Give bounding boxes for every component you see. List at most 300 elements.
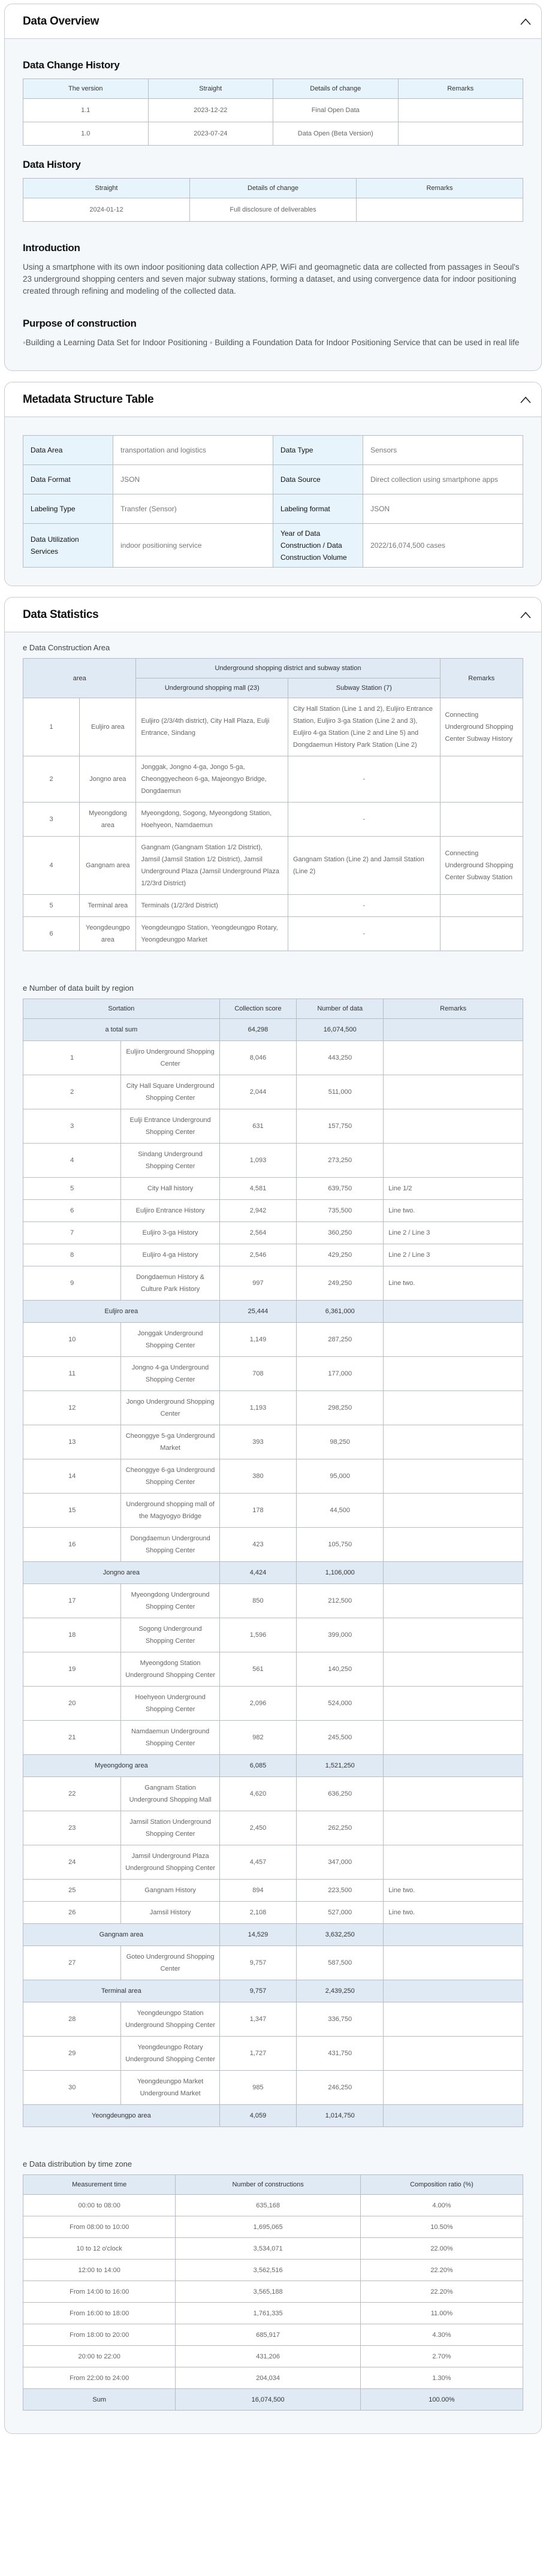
metadata-key: Year of Data Construction / Data Construction Volume	[273, 524, 363, 568]
column-header: Measurement time	[23, 2175, 176, 2195]
collection-score: 178	[219, 1494, 296, 1528]
row-remarks	[384, 1357, 523, 1391]
table-row	[23, 1777, 523, 1811]
table-row	[23, 1323, 523, 1357]
table-row	[23, 2346, 523, 2367]
table-cell: 2023-07-24	[148, 122, 273, 146]
row-number: 29	[23, 2037, 121, 2071]
location-name: Underground shopping mall of the Magyogyo Bridge	[121, 1494, 219, 1528]
row-number: 2	[23, 1075, 121, 1109]
construction-area-table	[23, 658, 523, 951]
table-row	[23, 837, 523, 895]
column-header: Remarks	[384, 999, 523, 1019]
collection-score: 6,085	[219, 1755, 296, 1777]
location-name: Jamsil Station Underground Shopping Center	[121, 1811, 219, 1845]
row-number: 15	[23, 1494, 121, 1528]
data-count: 177,000	[297, 1357, 384, 1391]
table-row	[23, 1425, 523, 1459]
area-stations: -	[288, 803, 441, 837]
table-row	[23, 1144, 523, 1178]
area-malls: Jonggak, Jongno 4-ga, Jongo 5-ga, Cheonggyecheon 6-ga, Majeongyo Bridge, Dongdaemun	[136, 756, 288, 803]
row-remarks	[384, 1924, 523, 1946]
table-cell: 12:00 to 14:00	[23, 2260, 176, 2281]
row-number: 10	[23, 1323, 121, 1357]
row-remarks	[384, 1301, 523, 1323]
data-count: 246,250	[297, 2071, 384, 2105]
row-remarks: Line 1/2	[384, 1178, 523, 1200]
data-count: 431,750	[297, 2037, 384, 2071]
section-title: Data History	[23, 159, 81, 170]
table-cell: 4.00%	[360, 2195, 523, 2216]
data-count: 223,500	[297, 1880, 384, 1902]
area-number: 4	[23, 837, 80, 895]
table-cell	[398, 122, 523, 146]
location-name: City Hall Square Underground Shopping Center	[121, 1075, 219, 1109]
collection-score: 997	[219, 1266, 296, 1301]
area-name: Terminal area	[80, 895, 136, 917]
collection-score: 4,620	[219, 1777, 296, 1811]
data-count: 347,000	[297, 1845, 384, 1880]
table-cell: 10 to 12 o'clock	[23, 2238, 176, 2260]
area-malls: Yeongdeungpo Station, Yeongdeungpo Rotary, Yeongdeungpo Market	[136, 917, 288, 951]
table-row	[23, 2216, 523, 2238]
subtotal-label: Gangnam area	[23, 1924, 220, 1946]
location-name: Jamsil History	[121, 1902, 219, 1924]
table-row	[23, 122, 523, 146]
table-cell: Final Open Data	[273, 99, 399, 122]
location-name: Dongdaemun History & Culture Park History	[121, 1266, 219, 1301]
table-cell: 204,034	[176, 2367, 361, 2389]
subtotal-label: Jongno area	[23, 1562, 220, 1584]
header-mall: Underground shopping mall (23)	[136, 678, 288, 698]
row-remarks: Line 2 / Line 3	[384, 1244, 523, 1266]
data-count: 262,250	[297, 1811, 384, 1845]
table-cell: 22.00%	[360, 2238, 523, 2260]
data-count: 140,250	[297, 1652, 384, 1687]
metadata-key: Labeling Type	[23, 494, 113, 524]
location-name: Jamsil Underground Plaza Underground Shopping Center	[121, 1845, 219, 1880]
location-name: Yeongdeungpo Station Underground Shopping Center	[121, 2002, 219, 2037]
data-count: 44,500	[297, 1494, 384, 1528]
data-count: 2,439,250	[297, 1980, 384, 2002]
row-remarks	[384, 1755, 523, 1777]
panel-title: Metadata Structure Table	[23, 393, 154, 406]
table-row	[23, 1584, 523, 1618]
row-number: 6	[23, 1200, 121, 1222]
row-number: 17	[23, 1584, 121, 1618]
row-number: 25	[23, 1880, 121, 1902]
column-header: Details of change	[190, 179, 357, 198]
row-number: 16	[23, 1528, 121, 1562]
area-malls: Gangnam (Gangnam Station 1/2 District), Jamsil (Jamsil Station 1/2 District), Jamsil Underground Plaza (Jamsil Underground Plaza 1/2/3rd District)	[136, 837, 288, 895]
collection-score: 4,581	[219, 1178, 296, 1200]
collection-score: 380	[219, 1459, 296, 1494]
location-name: Sogong Underground Shopping Center	[121, 1618, 219, 1652]
statistics-body	[5, 632, 541, 2433]
metadata-key: Data Type	[273, 436, 363, 465]
table-row	[23, 99, 523, 122]
area-remarks	[440, 803, 523, 837]
location-name: Euljiro Underground Shopping Center	[121, 1041, 219, 1075]
area-remarks	[440, 756, 523, 803]
table-cell: From 22:00 to 24:00	[23, 2367, 176, 2389]
area-remarks	[440, 917, 523, 951]
row-number: 21	[23, 1721, 121, 1755]
table-row	[23, 1528, 523, 1562]
area-stations: -	[288, 895, 441, 917]
row-remarks: Line two.	[384, 1902, 523, 1924]
table-cell: 1,761,335	[176, 2303, 361, 2324]
table-cell: 1.30%	[360, 2367, 523, 2389]
column-header: Details of change	[273, 79, 399, 99]
metadata-row	[23, 524, 523, 568]
sum-cell: 16,074,500	[176, 2389, 361, 2411]
location-name: Jongno 4-ga Underground Shopping Center	[121, 1357, 219, 1391]
table-row	[23, 1652, 523, 1687]
section-title: Data Change History	[23, 59, 120, 71]
row-number: 4	[23, 1144, 121, 1178]
panel-title: Data Overview	[23, 14, 99, 28]
area-remarks: Connecting Underground Shopping Center Subway History	[440, 698, 523, 756]
collection-score: 1,596	[219, 1618, 296, 1652]
subsection-title: e Data distribution by time zone	[23, 2159, 132, 2168]
table-cell: 3,534,071	[176, 2238, 361, 2260]
metadata-value: Transfer (Sensor)	[113, 494, 273, 524]
location-name: Sindang Underground Shopping Center	[121, 1144, 219, 1178]
change-history-table	[23, 79, 523, 146]
data-count: 105,750	[297, 1528, 384, 1562]
table-row	[23, 1266, 523, 1301]
location-name: Goteo Underground Shopping Center	[121, 1946, 219, 1980]
area-name: Yeongdeungpo area	[80, 917, 136, 951]
subtotal-row	[23, 2105, 523, 2127]
data-count: 639,750	[297, 1178, 384, 1200]
collection-score: 9,757	[219, 1980, 296, 2002]
collection-score: 1,347	[219, 2002, 296, 2037]
section-title: Introduction	[23, 242, 80, 254]
row-remarks	[384, 1980, 523, 2002]
chevron-up-icon[interactable]	[518, 608, 533, 622]
table-cell: From 14:00 to 16:00	[23, 2281, 176, 2303]
row-remarks	[384, 1109, 523, 1144]
row-number: 18	[23, 1618, 121, 1652]
row-remarks	[384, 1459, 523, 1494]
data-count: 3,632,250	[297, 1924, 384, 1946]
area-remarks	[440, 895, 523, 917]
metadata-header[interactable]	[5, 382, 541, 417]
row-remarks	[384, 1323, 523, 1357]
data-count: 527,000	[297, 1902, 384, 1924]
table-row	[23, 1244, 523, 1266]
header-group: Underground shopping district and subway station	[136, 659, 440, 678]
data-count: 157,750	[297, 1109, 384, 1144]
location-name: Eulji Entrance Underground Shopping Center	[121, 1109, 219, 1144]
collection-score: 1,093	[219, 1144, 296, 1178]
table-row	[23, 917, 523, 951]
column-header: Composition ratio (%)	[360, 2175, 523, 2195]
data-count: 1,106,000	[297, 1562, 384, 1584]
row-number: 5	[23, 1178, 121, 1200]
row-remarks	[384, 2105, 523, 2127]
chevron-up-icon[interactable]	[518, 393, 533, 407]
data-count: 245,500	[297, 1721, 384, 1755]
subtotal-label: Yeongdeungpo area	[23, 2105, 220, 2127]
collection-score: 2,546	[219, 1244, 296, 1266]
time-distribution-table	[23, 2174, 523, 2411]
row-number: 12	[23, 1391, 121, 1425]
collection-score: 2,044	[219, 1075, 296, 1109]
collection-score: 4,059	[219, 2105, 296, 2127]
collection-score: 1,149	[219, 1323, 296, 1357]
metadata-row	[23, 465, 523, 494]
row-remarks	[384, 2002, 523, 2037]
collection-score: 894	[219, 1880, 296, 1902]
row-remarks	[384, 1618, 523, 1652]
sum-row	[23, 2389, 523, 2411]
collection-score: 2,108	[219, 1902, 296, 1924]
table-row	[23, 1222, 523, 1244]
introduction-text: Using a smartphone with its own indoor positioning data collection APP, WiFi and geomagnetic data are collected from passages in Seoul's 23 underground shopping centers and seven major subway stations, forming a dataset, and using convergence data for indoor positioning created through refining and modeling of the collected data.	[23, 263, 520, 295]
collection-score: 8,046	[219, 1041, 296, 1075]
subtotal-label: Terminal area	[23, 1980, 220, 2002]
row-number: 1	[23, 1041, 121, 1075]
row-remarks	[384, 1946, 523, 1980]
area-number: 3	[23, 803, 80, 837]
metadata-key: Data Format	[23, 465, 113, 494]
row-remarks	[384, 1425, 523, 1459]
area-number: 1	[23, 698, 80, 756]
table-row	[23, 1391, 523, 1425]
data-count: 429,250	[297, 1244, 384, 1266]
row-remarks	[384, 1391, 523, 1425]
collection-score: 850	[219, 1584, 296, 1618]
table-row	[23, 1494, 523, 1528]
location-name: Hoehyeon Underground Shopping Center	[121, 1687, 219, 1721]
data-overview-header[interactable]	[5, 4, 541, 39]
area-name: Euljiro area	[80, 698, 136, 756]
table-cell: 2.70%	[360, 2346, 523, 2367]
column-header: Number of constructions	[176, 2175, 361, 2195]
table-cell: 00:00 to 08:00	[23, 2195, 176, 2216]
metadata-row	[23, 494, 523, 524]
table-cell: 2024-01-12	[23, 198, 190, 222]
area-stations: -	[288, 917, 441, 951]
table-row	[23, 2324, 523, 2346]
location-name: Dongdaemun Underground Shopping Center	[121, 1528, 219, 1562]
table-cell	[357, 198, 523, 222]
table-cell: 10.50%	[360, 2216, 523, 2238]
metadata-row	[23, 436, 523, 465]
table-row	[23, 1902, 523, 1924]
table-cell: 1,695,065	[176, 2216, 361, 2238]
data-count: 360,250	[297, 1222, 384, 1244]
data-count: 336,750	[297, 2002, 384, 2037]
collection-score: 708	[219, 1357, 296, 1391]
collection-score: 25,444	[219, 1301, 296, 1323]
collection-score: 9,757	[219, 1946, 296, 1980]
location-name: Cheonggye 6-ga Underground Shopping Center	[121, 1459, 219, 1494]
location-name: Yeongdeungpo Market Underground Market	[121, 2071, 219, 2105]
subtotal-label: a total sum	[23, 1019, 220, 1041]
data-count: 1,521,250	[297, 1755, 384, 1777]
table-row	[23, 1721, 523, 1755]
subtotal-row	[23, 1755, 523, 1777]
table-row	[23, 1200, 523, 1222]
metadata-panel	[4, 382, 542, 586]
metadata-table	[23, 435, 523, 568]
data-count: 587,500	[297, 1946, 384, 1980]
row-remarks	[384, 1144, 523, 1178]
metadata-value: Direct collection using smartphone apps	[363, 465, 523, 494]
location-name: City Hall history	[121, 1178, 219, 1200]
row-remarks	[384, 1041, 523, 1075]
location-name: Euljiro 4-ga History	[121, 1244, 219, 1266]
purpose-text: ◦Building a Learning Data Set for Indoor Positioning ◦ Building a Foundation Data for Indoor Positioning Service that can be used in real life	[23, 338, 520, 347]
row-number: 9	[23, 1266, 121, 1301]
row-remarks	[384, 1075, 523, 1109]
table-row	[23, 1687, 523, 1721]
subtotal-label: Euljiro area	[23, 1301, 220, 1323]
row-remarks: Line two.	[384, 1266, 523, 1301]
row-remarks	[384, 1562, 523, 1584]
row-remarks	[384, 1777, 523, 1811]
header-remarks: Remarks	[440, 659, 523, 698]
table-row	[23, 895, 523, 917]
subtotal-row	[23, 1301, 523, 1323]
metadata-value: 2022/16,074,500 cases	[363, 524, 523, 568]
table-row	[23, 1946, 523, 1980]
table-cell: From 18:00 to 20:00	[23, 2324, 176, 2346]
table-row	[23, 1075, 523, 1109]
table-row	[23, 1811, 523, 1845]
metadata-body	[5, 417, 541, 586]
location-name: Namdaemun Underground Shopping Center	[121, 1721, 219, 1755]
row-number: 19	[23, 1652, 121, 1687]
column-header: Number of data	[297, 999, 384, 1019]
location-name: Gangnam History	[121, 1880, 219, 1902]
data-count: 249,250	[297, 1266, 384, 1301]
table-row	[23, 2367, 523, 2389]
collection-score: 4,457	[219, 1845, 296, 1880]
collection-score: 2,450	[219, 1811, 296, 1845]
data-overview-body	[5, 39, 541, 370]
row-remarks: Line two.	[384, 1200, 523, 1222]
collection-score: 561	[219, 1652, 296, 1687]
table-cell: 4.30%	[360, 2324, 523, 2346]
subtotal-row	[23, 1980, 523, 2002]
table-cell: 20:00 to 22:00	[23, 2346, 176, 2367]
table-cell: Full disclosure of deliverables	[190, 198, 357, 222]
metadata-key: Labeling format	[273, 494, 363, 524]
table-cell: 685,917	[176, 2324, 361, 2346]
location-name: Myeongdong Underground Shopping Center	[121, 1584, 219, 1618]
subtotal-row	[23, 1562, 523, 1584]
collection-score: 982	[219, 1721, 296, 1755]
data-count: 399,000	[297, 1618, 384, 1652]
location-name: Euljiro Entrance History	[121, 1200, 219, 1222]
collection-score: 2,564	[219, 1222, 296, 1244]
location-name: Yeongdeungpo Rotary Underground Shopping Center	[121, 2037, 219, 2071]
collection-score: 14,529	[219, 1924, 296, 1946]
area-stations: City Hall Station (Line 1 and 2), Euljiro Entrance Station, Euljiro 3-ga Station (Line 2 and 3), Euljiro 4-ga Station (Line 2 and Line 5) and Dongdaemun History Park Station (Line 2)	[288, 698, 441, 756]
row-remarks	[384, 1019, 523, 1041]
collection-score: 423	[219, 1528, 296, 1562]
table-row	[23, 2195, 523, 2216]
data-count: 443,250	[297, 1041, 384, 1075]
area-name: Gangnam area	[80, 837, 136, 895]
area-stations: -	[288, 756, 441, 803]
area-malls: Terminals (1/2/3rd District)	[136, 895, 288, 917]
metadata-key: Data Utilization Services	[23, 524, 113, 568]
area-number: 2	[23, 756, 80, 803]
data-count: 1,014,750	[297, 2105, 384, 2127]
row-number: 3	[23, 1109, 121, 1144]
row-remarks	[384, 1528, 523, 1562]
table-row	[23, 1178, 523, 1200]
column-header: Collection score	[219, 999, 296, 1019]
data-count: 95,000	[297, 1459, 384, 1494]
table-cell: 1.1	[23, 99, 149, 122]
location-name: Gangnam Station Underground Shopping Mall	[121, 1777, 219, 1811]
section-title: Purpose of construction	[23, 318, 137, 329]
column-header: The version	[23, 79, 149, 99]
row-remarks	[384, 1687, 523, 1721]
row-number: 30	[23, 2071, 121, 2105]
metadata-value: JSON	[113, 465, 273, 494]
sum-cell: Sum	[23, 2389, 176, 2411]
sum-cell: 100.00%	[360, 2389, 523, 2411]
table-row	[23, 1618, 523, 1652]
table-row	[23, 698, 523, 756]
table-row	[23, 1357, 523, 1391]
collection-score: 1,193	[219, 1391, 296, 1425]
chevron-up-icon[interactable]	[518, 14, 533, 29]
row-number: 28	[23, 2002, 121, 2037]
area-name: Myeongdong area	[80, 803, 136, 837]
statistics-header[interactable]	[5, 598, 541, 632]
subsection-title: e Number of data built by region	[23, 984, 134, 993]
collection-score: 985	[219, 2071, 296, 2105]
metadata-key: Data Source	[273, 465, 363, 494]
table-cell: From 08:00 to 10:00	[23, 2216, 176, 2238]
table-cell: 3,562,516	[176, 2260, 361, 2281]
table-row	[23, 803, 523, 837]
table-row	[23, 1459, 523, 1494]
row-number: 8	[23, 1244, 121, 1266]
area-number: 5	[23, 895, 80, 917]
data-history-table	[23, 178, 523, 222]
row-number: 11	[23, 1357, 121, 1391]
row-number: 23	[23, 1811, 121, 1845]
row-remarks: Line 2 / Line 3	[384, 1222, 523, 1244]
row-remarks	[384, 1845, 523, 1880]
row-number: 22	[23, 1777, 121, 1811]
row-remarks	[384, 1811, 523, 1845]
location-name: Cheonggye 5-ga Underground Market	[121, 1425, 219, 1459]
table-row	[23, 756, 523, 803]
data-count: 524,000	[297, 1687, 384, 1721]
row-remarks	[384, 1494, 523, 1528]
table-row	[23, 1109, 523, 1144]
data-count: 735,500	[297, 1200, 384, 1222]
table-cell: From 16:00 to 18:00	[23, 2303, 176, 2324]
column-header: Straight	[23, 179, 190, 198]
table-cell: 22.20%	[360, 2260, 523, 2281]
collection-score: 631	[219, 1109, 296, 1144]
metadata-key: Data Area	[23, 436, 113, 465]
row-number: 27	[23, 1946, 121, 1980]
data-count: 16,074,500	[297, 1019, 384, 1041]
